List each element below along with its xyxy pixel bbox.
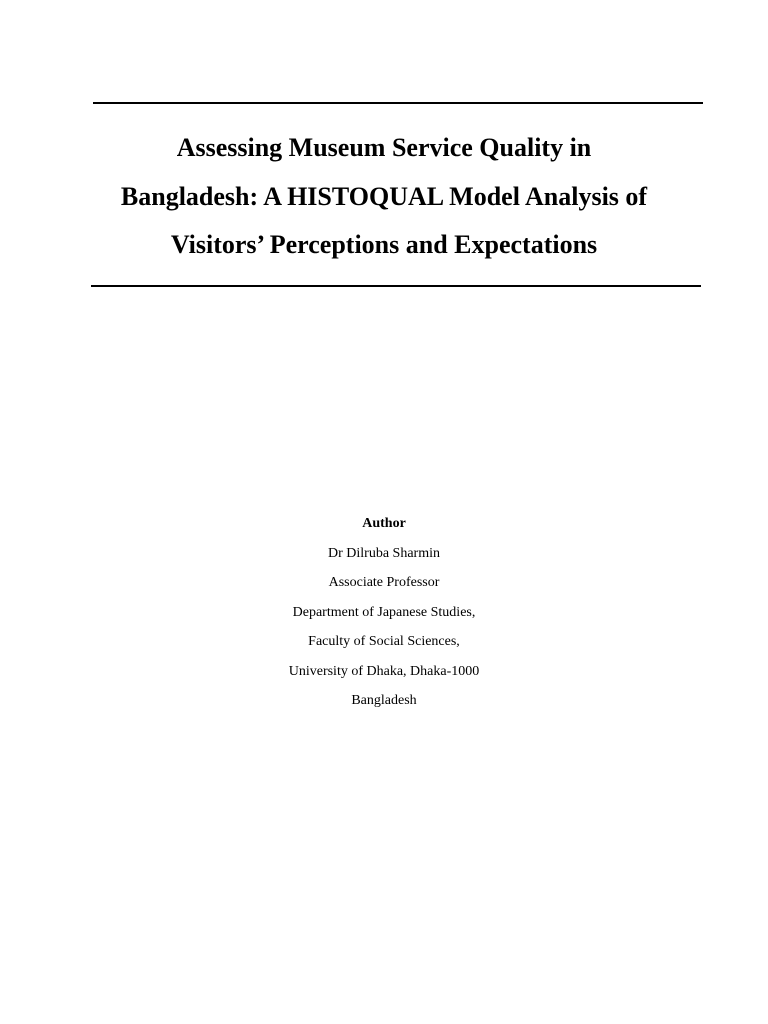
paper-title [60, 124, 708, 270]
author-faculty: Faculty of Social Sciences, [308, 634, 460, 649]
title-bottom-rule [91, 285, 701, 287]
title-line-1: Assessing Museum Service Quality in [176, 133, 592, 162]
author-position: Associate Professor [328, 575, 440, 590]
author-block [184, 509, 584, 716]
title-line-2: Bangladesh: A HISTOQUAL Model Analysis of [120, 181, 648, 211]
author-heading: Author [362, 516, 406, 531]
author-university: University of Dhaka, Dhaka-1000 [288, 663, 480, 679]
author-country: Bangladesh [351, 693, 417, 708]
title-top-rule [93, 102, 703, 104]
author-department: Department of Japanese Studies, [292, 604, 476, 620]
author-name: Dr Dilruba Sharmin [328, 545, 440, 561]
title-line-3: Visitors’ Perceptions and Expectations [170, 230, 598, 259]
